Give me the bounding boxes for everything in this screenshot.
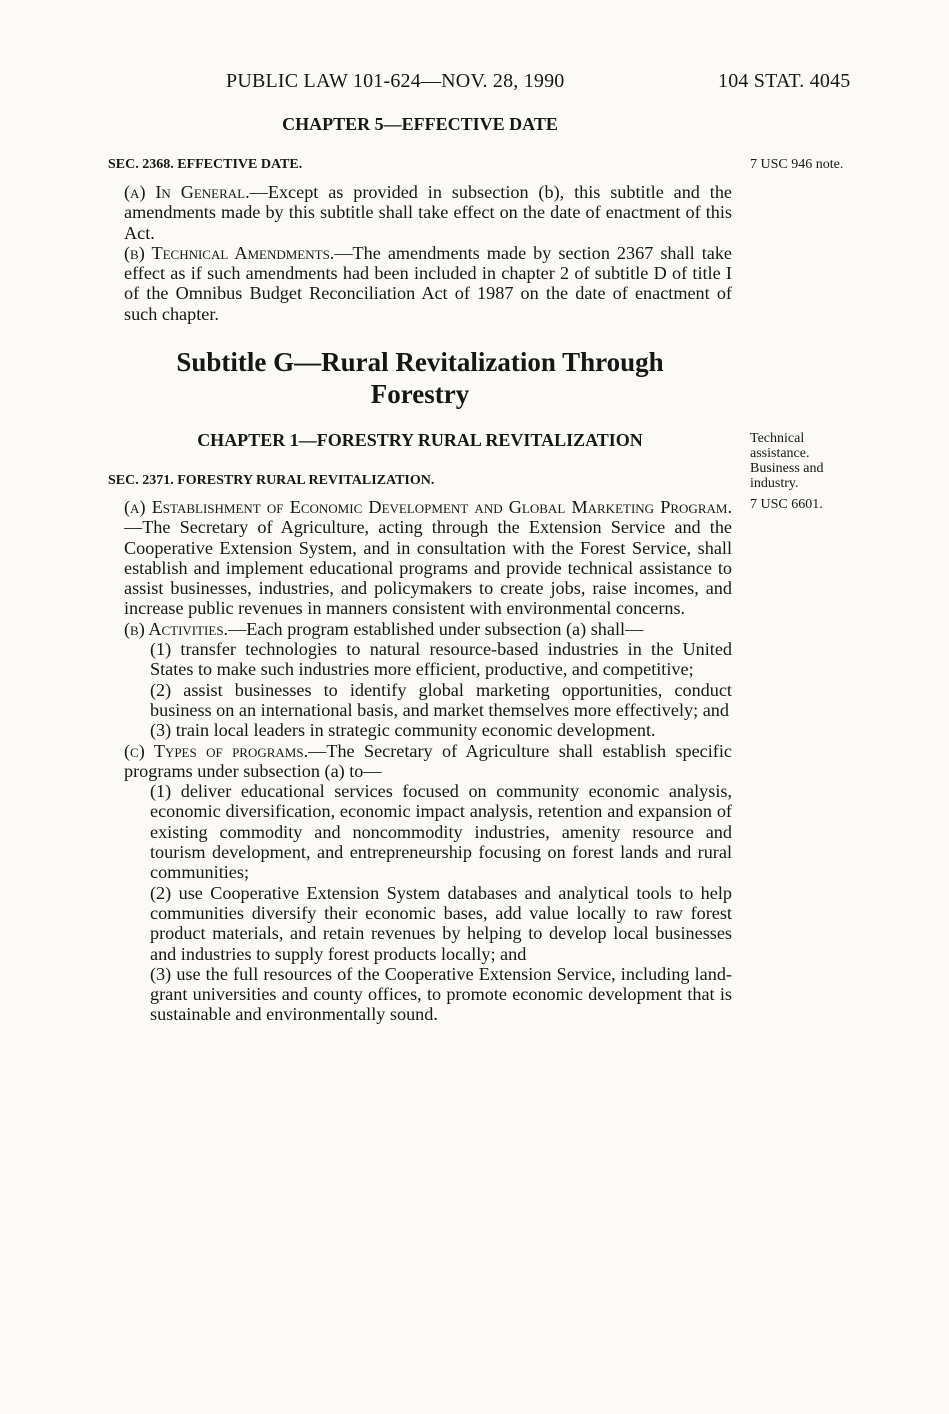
subsection-a-text: —Except as provided in subsection (b), this subtitle and the amendments made by this subtitle shall take effect on the date of enactment of this Act. <box>124 182 732 243</box>
subtitle-g-heading <box>108 346 732 410</box>
subsection-b-text: —The amendments made by section 2367 shall take effect as if such amendments had been included in chapter 2 of subtitle D of title I of the Omnibus Budget Reconciliation Act of 1987 on the date of enactment of such chapter. <box>124 242 732 324</box>
subsection-c-text: —The Secretary of Agriculture shall establish specific programs under subsection (a) to— <box>124 740 732 781</box>
margin-note-usc-6601: 7 USC 6601. <box>750 497 823 512</box>
subsection-a-label: (a) In General. <box>124 182 250 202</box>
section-2368-body <box>108 182 732 324</box>
subtitle-g-line-1: Subtitle G—Rural Revitalization Through <box>176 347 664 377</box>
running-header-right: 104 STAT. 4045 <box>718 70 851 92</box>
programs-item-2: (2) use Cooperative Extension System databases and analytical tools to help communities diversify their economic bases, add value locally to raw forest product materials, and retain revenues by helping to develop local businesses and industries to supply forest products locally; and <box>150 882 732 964</box>
subtitle-g-line-2: Forestry <box>370 379 470 409</box>
margin-note-business-industry: Business and industry. <box>750 461 824 491</box>
subsection-b-text: —Each program established under subsection (a) shall— <box>228 618 644 639</box>
subsection-a-label: (a) Establishment of Economic Development and Global Marketing Program. <box>124 497 732 517</box>
subsection-b-technical <box>108 243 732 324</box>
subsection-a-establishment <box>108 497 732 619</box>
margin-note-technical-assistance: Technical assistance. <box>750 431 810 461</box>
chapter-5-title: CHAPTER 5—EFFECTIVE DATE <box>282 114 558 134</box>
chapter-1-title: CHAPTER 1—FORESTRY RURAL REVITALIZATION <box>197 430 643 450</box>
activities-item-2: (2) assist businesses to identify global marketing opportunities, conduct business on an international basis, and market themselves more effectively; and <box>150 679 732 720</box>
activities-item-3: (3) train local leaders in strategic community economic development. <box>150 720 656 741</box>
margin-notes-2371 <box>750 431 860 512</box>
activities-item-1: (1) transfer technologies to natural resource-based industries in the United States to make such industries more efficient, productive, and competitive; <box>150 639 732 680</box>
margin-note-usc-946: 7 USC 946 note. <box>750 157 844 172</box>
programs-item-3: (3) use the full resources of the Cooperative Extension Service, including land-grant universities and county offices, to promote economic development that is sustainable and environmentally sound. <box>150 963 732 1025</box>
subsection-b-label: (b) Activities. <box>124 618 229 639</box>
section-2371-body <box>108 497 732 1025</box>
subsection-c-types <box>108 741 732 782</box>
subsection-a-general <box>108 182 732 243</box>
section-2371-heading: SEC. 2371. FORESTRY RURAL REVITALIZATION. <box>108 473 435 488</box>
subsection-a-text: —The Secretary of Agriculture, acting through the Extension Service and the Cooperative Extension System, and in consultation with the Forest Service, shall establish and implement educational programs and provide technical assistance to assist businesses, industries, and policymakers to create jobs, raise incomes, and increase public revenues in manners consistent with environmental concerns. <box>124 517 732 619</box>
running-header-left: PUBLIC LAW 101-624—NOV. 28, 1990 <box>226 70 565 92</box>
section-2368-heading: SEC. 2368. EFFECTIVE DATE. <box>108 157 303 172</box>
subsection-c-label: (c) Types of programs. <box>124 740 309 761</box>
subsection-b-activities <box>108 619 732 639</box>
subsection-b-label: (b) Technical Amendments. <box>124 242 335 263</box>
programs-item-1: (1) deliver educational services focused on community economic analysis, economic diversification, economic impact analysis, retention and expansion of existing commodity and noncommodity industries, amenity resource and tourism development, and entrepreneurship focusing on forest lands and rural communities; <box>150 781 732 883</box>
